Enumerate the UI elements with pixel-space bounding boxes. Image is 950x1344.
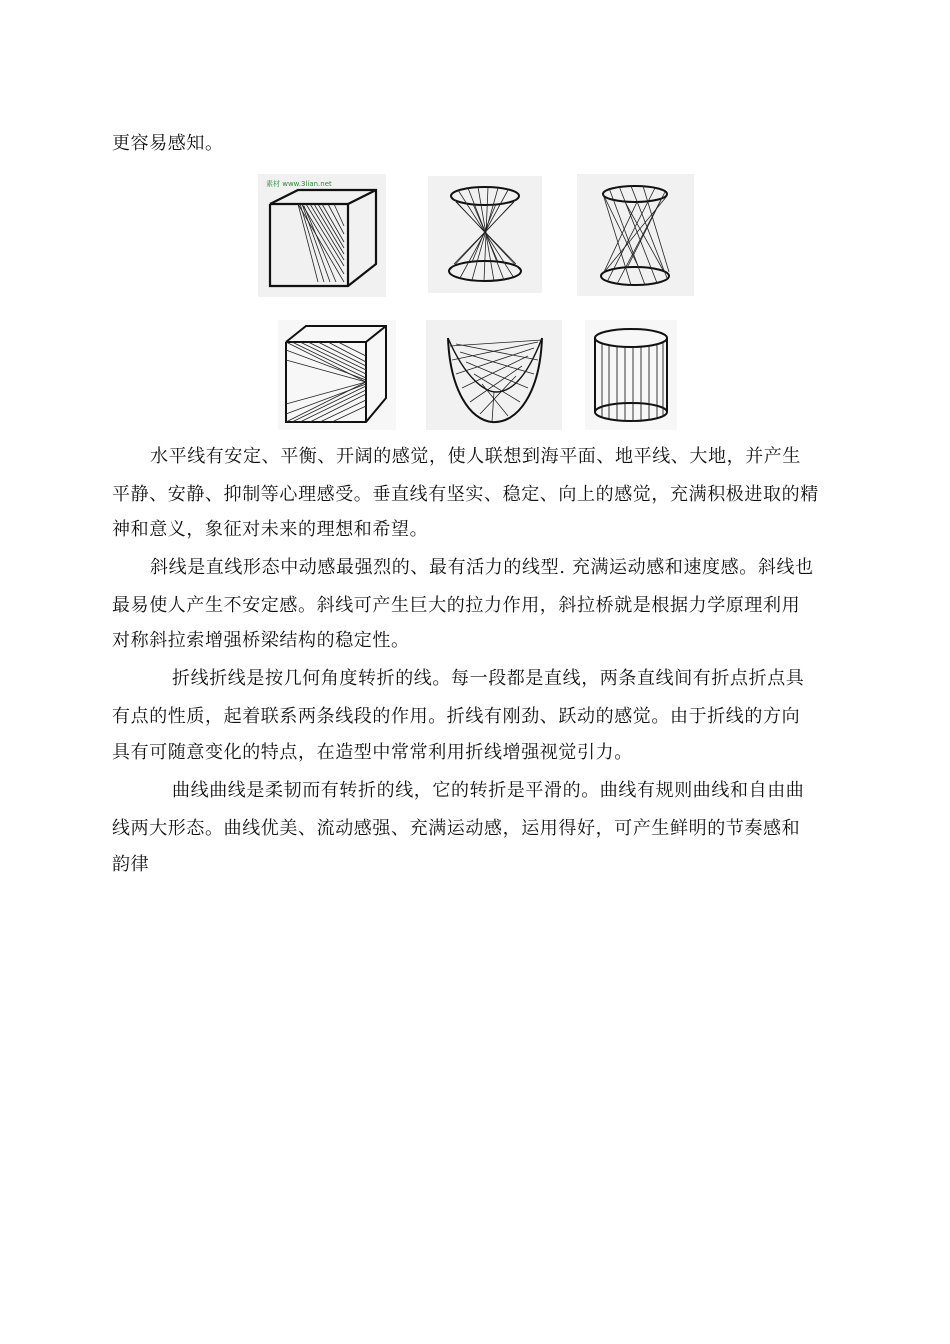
intro-text-line: 更容易感知。 [112, 133, 224, 154]
paragraph-1-line-2: 平静、安静、抑制等心理感受。垂直线有坚实、稳定、向上的感觉，充满积极进取的精 [112, 484, 819, 505]
paragraph-2-line-1: 斜线是直线形态中动感最强烈的、最有活力的线型. 充满运动感和速度感。斜线也 [150, 557, 814, 578]
twisted-cube-image [258, 174, 386, 297]
paragraph-4-line-1: 曲线曲线是柔韧而有转折的线，它的转折是平滑的。曲线有规则曲线和自由曲 [172, 780, 805, 801]
paragraph-2-line-2: 最易使人产生不安定感。斜线可产生巨大的拉力作用，斜拉桥就是根据力学原理利用 [112, 595, 801, 616]
figure-hyperboloid [577, 174, 694, 296]
parabolic-surface-image [426, 320, 562, 430]
figure-cylinder [585, 320, 677, 430]
diagonal-cube-image [278, 320, 396, 430]
paragraph-3-line-3: 具有可随意变化的特点，在造型中常常利用折线增强视觉引力。 [112, 742, 633, 763]
figure-diagonal-cube [278, 320, 396, 430]
paragraph-1-line-1: 水平线有安定、平衡、开阔的感觉，使人联想到海平面、地平线、大地，并产生 [150, 446, 801, 467]
double-cone-image [428, 176, 542, 293]
paragraph-3-line-2: 有点的性质，起着联系两条线段的作用。折线有刚劲、跃动的感觉。由于折线的方向 [112, 706, 801, 727]
paragraph-1-line-3: 神和意义，象征对未来的理想和希望。 [112, 519, 429, 540]
figure-twisted-cube [258, 174, 386, 297]
paragraph-4-line-2: 线两大形态。曲线优美、流动感强、充满运动感，运用得好，可产生鲜明的节奏感和 [112, 818, 801, 839]
paragraph-4-line-3: 韵律 [112, 854, 150, 875]
paragraph-3-line-1: 折线折线是按几何角度转折的线。每一段都是直线，两条直线间有折点折点具 [172, 668, 805, 689]
cylinder-image [585, 320, 677, 430]
figure-parabolic-surface [426, 320, 562, 430]
watermark-text: 素材 www.3lian.net [266, 180, 332, 188]
paragraph-2-line-3: 对称斜拉索增强桥梁结构的稳定性。 [112, 630, 410, 651]
hyperboloid-image [577, 174, 694, 296]
figure-double-cone [428, 176, 542, 293]
